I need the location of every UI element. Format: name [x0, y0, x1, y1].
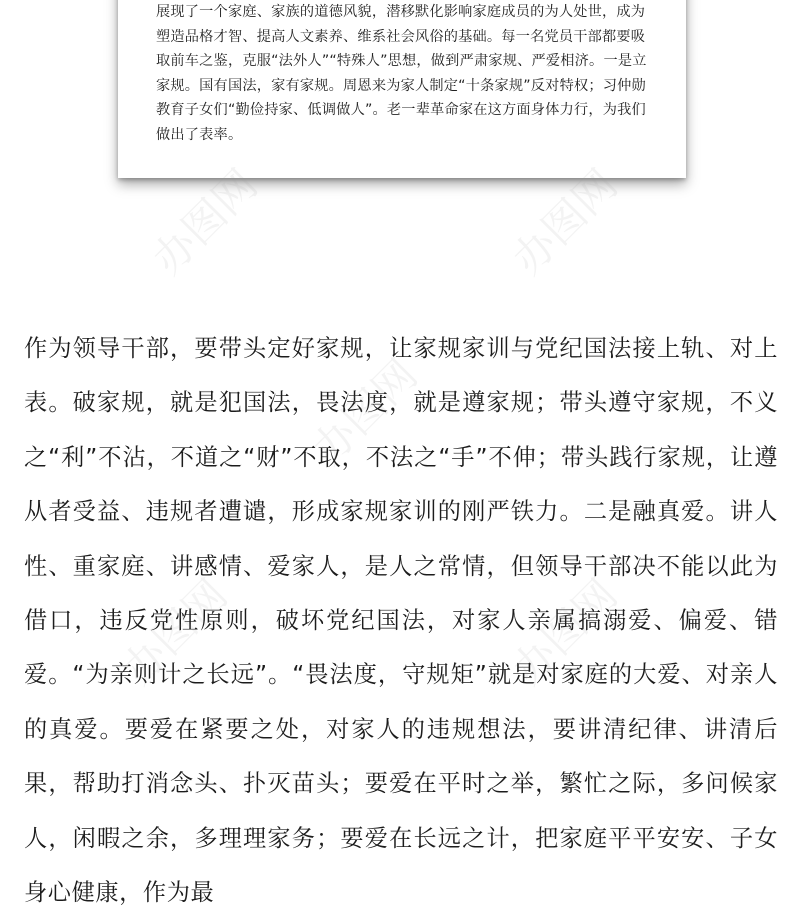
watermark-logo: 办图网 — [302, 349, 427, 474]
excerpt-card — [118, 0, 686, 178]
watermark-logo: 办图网 — [112, 569, 237, 694]
watermark-logo: 办图网 — [142, 159, 267, 284]
body-paragraph: 作为领导干部，要带头定好家规，让家规家训与党纪国法接上轨、对上表。破家规，就是犯国法，畏法度，就是遵家规；带头遵守家规，不义之“利”不沾，不道之“财”不取，不法之“手”不伸；带头践行家规，让遵从者受益、违规者遭谴，形成家规家训的刚严铁力。二是融真爱。讲人性、重家庭、讲感情、爱家人，是人之常情，但领导干部决不能以此为借口，违反党性原则，破坏党纪国法，对家人亲属搞溺爱、偏爱、错爱。“为亲则计之长远”。“畏法度，守规矩”就是对家庭的大爱、对亲人的真爱。要爱在紧要之处，对家人的违规想法，要讲清纪律、讲清后果，帮助打消念头、扑灭苗头；要爱在平时之举，繁忙之际，多问候家人，闲暇之余，多理理家务；要爱在长远之计，把家庭平平安安、子女身心健康，作为最 — [24, 335, 778, 907]
watermark-logo: 办图网 — [502, 569, 627, 694]
excerpt-paragraph: 展现了一个家庭、家族的道德风貌，潜移默化影响家庭成员的为人处世，成为塑造品格才智、提高人文素养、维系社会风俗的基础。每一名党员干部都要吸取前车之鉴，克服“法外人”“特殊人”思想，做到严肃家规、严爱相济。一是立家规。国有国法，家有家规。周恩来为家人制定“十条家规”反对特权；习仲勋教育子女们“勤俭持家、低调做人”。老一辈革命家在这方面身体力行，为我们做出了表率。 — [156, 4, 647, 143]
watermark-logo: 办图网 — [502, 159, 627, 284]
